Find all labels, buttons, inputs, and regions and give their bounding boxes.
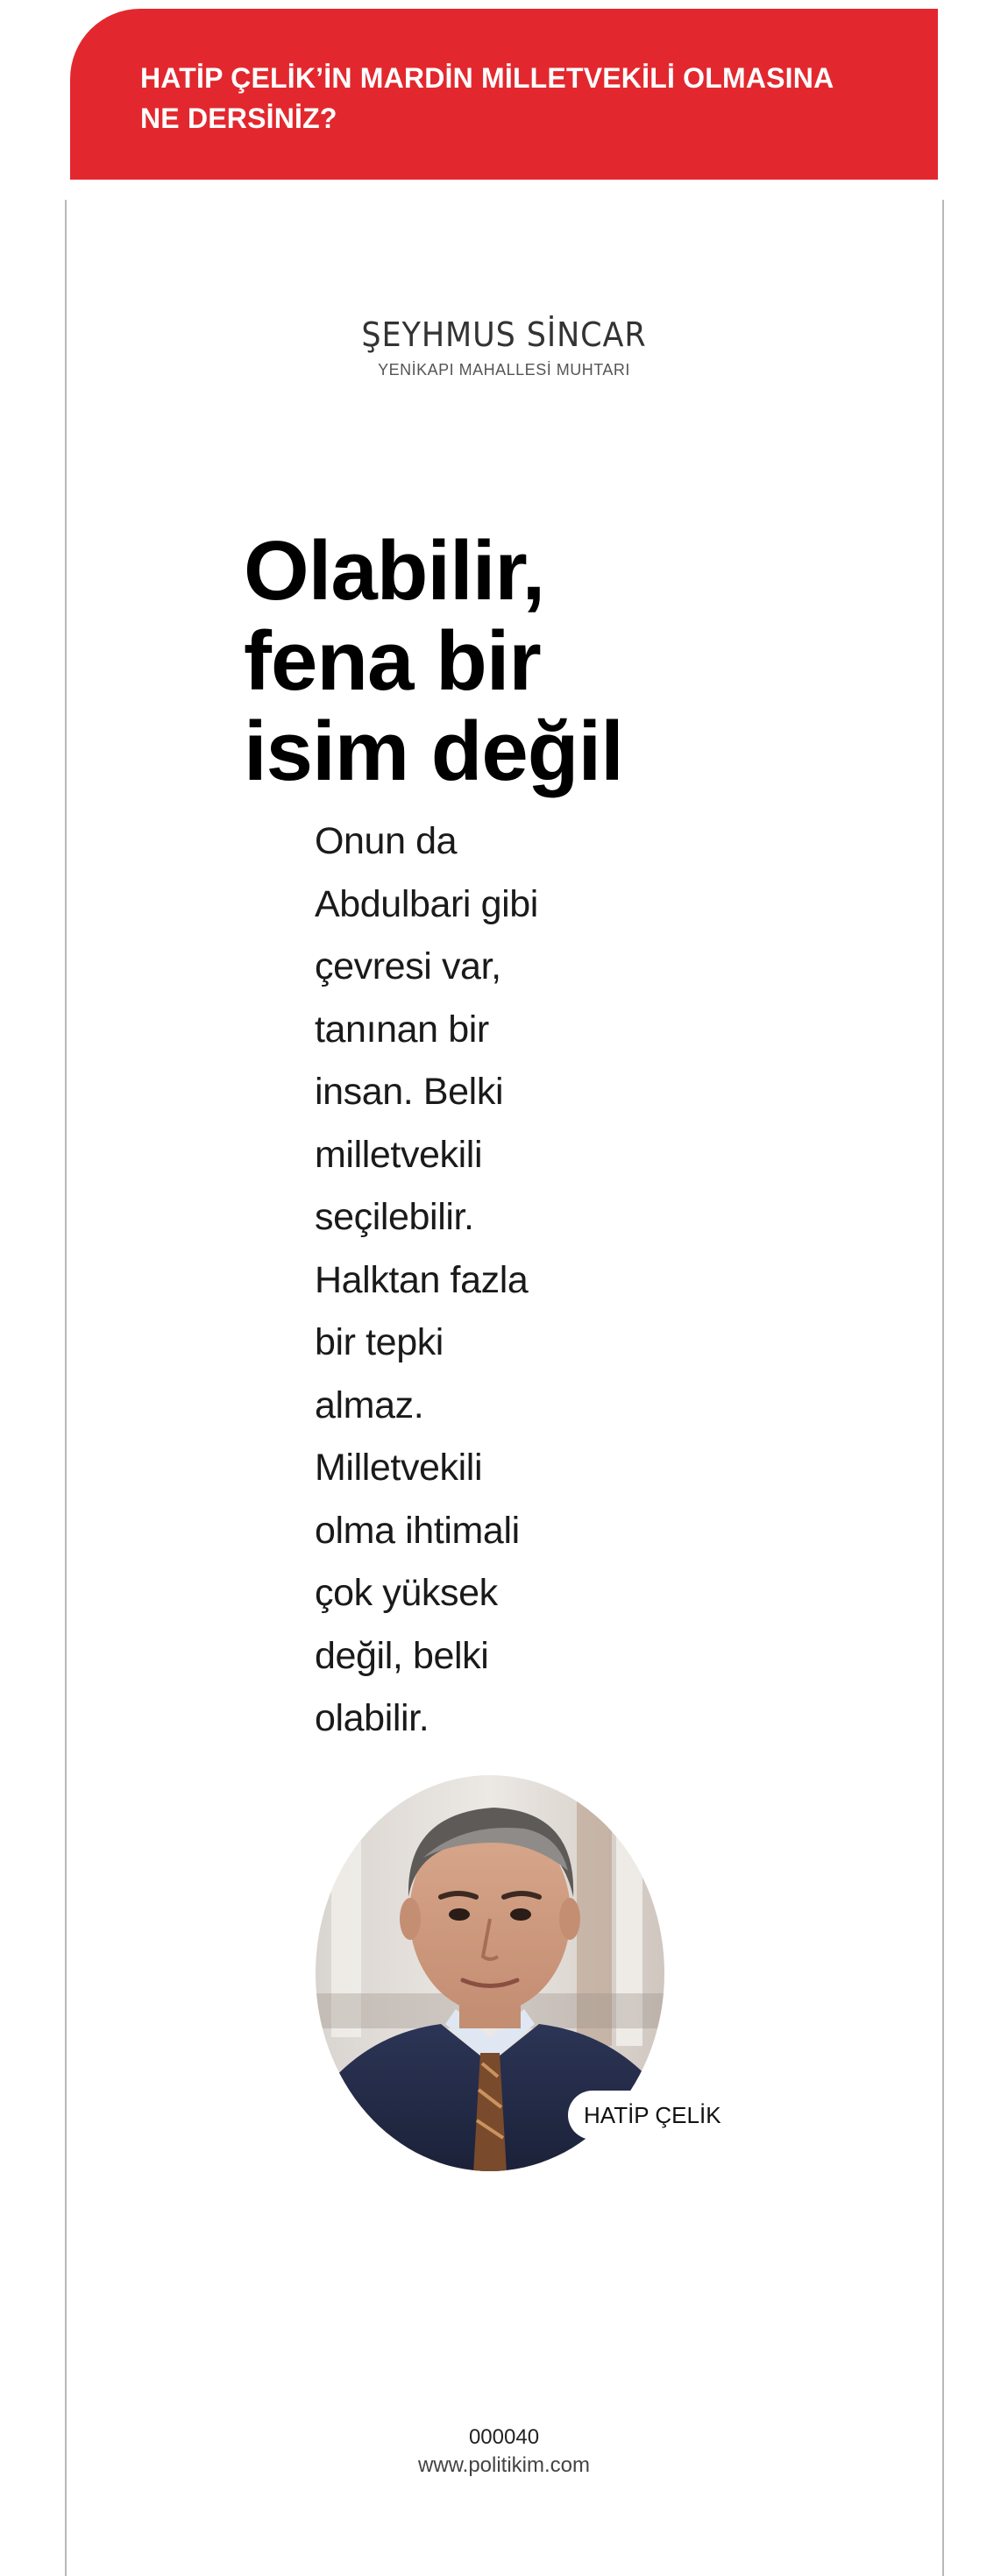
header-title-line-2: NE DERSİNİZ? — [140, 103, 337, 134]
body-line: bir tepki — [315, 1321, 444, 1363]
body-line: tanınan bir — [315, 1008, 489, 1051]
byline — [0, 315, 1008, 379]
body-line: Onun da — [315, 820, 458, 862]
body-line: almaz. — [315, 1384, 424, 1426]
body-line: Halktan fazla — [315, 1258, 529, 1301]
headline — [244, 526, 699, 796]
body-line: çok yüksek — [315, 1572, 498, 1614]
header-title-line-1: HATİP ÇELİK’İN MARDİN MİLLETVEKİLİ OLMASINA — [140, 62, 834, 94]
author-role: YENİKAPI MAHALLESİ MUHTARI — [378, 361, 630, 379]
article-body — [315, 810, 578, 1751]
headline-line: isim değil — [244, 704, 623, 798]
header-banner — [70, 9, 938, 180]
body-line: çevresi var, — [315, 945, 501, 987]
body-line: Milletvekili — [315, 1447, 483, 1489]
right-frame-line — [942, 200, 944, 2576]
headline-line: fena bir — [244, 614, 541, 708]
author-name: ŞEYHMUS SİNCAR — [361, 315, 647, 354]
body-line: seçilebilir. — [315, 1196, 474, 1238]
website-url: www.politikim.com — [417, 2453, 591, 2477]
photo-caption: HATİP ÇELİK — [568, 2091, 705, 2140]
header-title — [140, 58, 885, 138]
page-code: 000040 — [468, 2425, 540, 2449]
left-frame-line — [65, 200, 67, 2576]
body-line: olabilir. — [315, 1697, 429, 1739]
body-line: değil, belki — [315, 1634, 489, 1677]
body-line: Abdulbari gibi — [315, 882, 538, 925]
headline-line: Olabilir, — [244, 524, 545, 618]
body-line: insan. Belki — [315, 1071, 504, 1113]
footer — [0, 2424, 1008, 2480]
body-line: olma ihtimali — [315, 1509, 520, 1552]
body-line: milletvekili — [315, 1133, 483, 1176]
